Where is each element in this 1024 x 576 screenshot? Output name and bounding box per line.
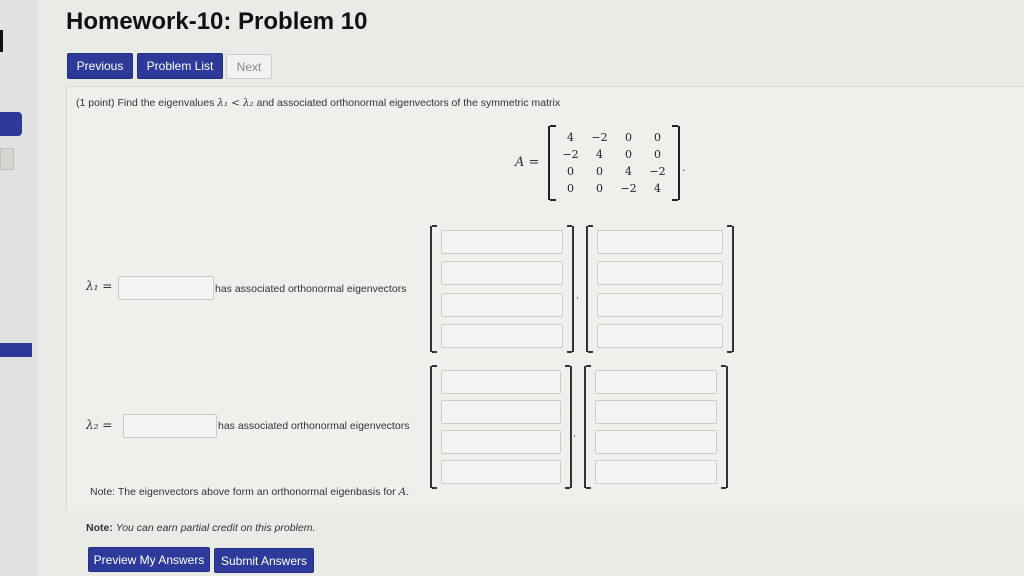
eigenvector-1b-entry-1[interactable]	[597, 230, 723, 254]
lambda2-symbol: λ₂	[242, 97, 254, 109]
eigenbasis-note-var: A	[398, 486, 407, 498]
eigenvector-1b-entry-2[interactable]	[597, 261, 723, 285]
eigenvector-2a-entry-3[interactable]	[441, 430, 561, 454]
eigenvector-2b-entry-2[interactable]	[595, 400, 717, 424]
partial-credit-note	[86, 522, 315, 534]
points-label: (1 point)	[76, 97, 115, 109]
eigenvector-1a-entry-3[interactable]	[441, 293, 563, 317]
next-button[interactable]: Next	[226, 54, 272, 79]
matrix-entry: 0	[567, 165, 574, 178]
preview-answers-button[interactable]: Preview My Answers	[88, 547, 210, 572]
eigenbasis-note	[90, 486, 409, 498]
lambda2-input[interactable]	[123, 414, 217, 438]
eigenvector-2a-entry-2[interactable]	[441, 400, 561, 424]
problem-statement	[76, 97, 560, 109]
matrix-entry: −2	[620, 182, 637, 195]
lambda2-label: λ₂ =	[86, 418, 113, 432]
sidebar-active-item[interactable]	[0, 343, 32, 357]
matrix-entry: 4	[596, 148, 603, 161]
matrix-label: A =	[515, 155, 540, 170]
assoc-text-1: has associated orthonormal eigenvectors	[215, 283, 407, 295]
matrix-entry: −2	[649, 165, 666, 178]
matrix-entry: 0	[625, 148, 632, 161]
statement-text-2: and associated orthonormal eigenvectors of the symmetric matrix	[256, 97, 561, 109]
eigenvector-2a-entry-4[interactable]	[441, 460, 561, 484]
matrix-entry: 0	[625, 131, 632, 144]
eigenvector-2a-entry-1[interactable]	[441, 370, 561, 394]
eigenvector-2b-entry-1[interactable]	[595, 370, 717, 394]
eigenvector-2b-entry-4[interactable]	[595, 460, 717, 484]
matrix-entry: 0	[596, 165, 603, 178]
lambda1-label: λ₁ =	[86, 279, 113, 293]
lambda1-symbol: λ₁	[217, 97, 229, 109]
left-sidebar	[0, 0, 38, 576]
eigenvector-1b-entry-4[interactable]	[597, 324, 723, 348]
matrix-entry: 0	[567, 182, 574, 195]
eigenvector-1b	[586, 226, 734, 352]
matrix-entry: −2	[591, 131, 608, 144]
eigenvector-1a-entry-2[interactable]	[441, 261, 563, 285]
sidebar-marker	[0, 30, 3, 52]
matrix-period: .	[682, 160, 686, 174]
sidebar-item[interactable]	[0, 148, 14, 170]
submit-answers-button[interactable]: Submit Answers	[214, 548, 314, 573]
partial-credit-label: Note:	[86, 522, 113, 534]
matrix-entry: 4	[567, 131, 574, 144]
eigenvector-1b-entry-3[interactable]	[597, 293, 723, 317]
eigenbasis-note-text: Note: The eigenvectors above form an orthonormal eigenbasis for	[90, 486, 396, 498]
statement-text: Find the eigenvalues	[117, 97, 215, 109]
eigenvector-2b-entry-3[interactable]	[595, 430, 717, 454]
matrix-a	[548, 126, 680, 200]
matrix-entry: 0	[654, 148, 661, 161]
matrix-entry: 4	[654, 182, 661, 195]
eigenvector-1a-entry-1[interactable]	[441, 230, 563, 254]
problem-list-button[interactable]: Problem List	[137, 53, 223, 79]
partial-credit-text: You can earn partial credit on this problem.	[115, 522, 316, 534]
matrix-entry: 0	[596, 182, 603, 195]
eigenvector-2b	[584, 366, 728, 488]
eigenbasis-note-suffix: .	[406, 486, 410, 498]
eigenvector-1a	[430, 226, 574, 352]
matrix-entry: 0	[654, 131, 661, 144]
eigenvector-1a-entry-4[interactable]	[441, 324, 563, 348]
previous-button[interactable]: Previous	[67, 53, 133, 79]
sidebar-toggle[interactable]	[0, 112, 22, 136]
lambda1-input[interactable]	[118, 276, 214, 300]
matrix-entry: −2	[562, 148, 579, 161]
matrix-entry: 4	[625, 165, 632, 178]
eigenvector-2a	[430, 366, 572, 488]
less-than-symbol: <	[231, 97, 240, 109]
vector-separator-1: ,	[576, 290, 579, 301]
assoc-text-2: has associated orthonormal eigenvectors	[218, 420, 410, 432]
page-title: Homework-10: Problem 10	[66, 8, 368, 35]
vector-separator-2: ,	[573, 428, 576, 439]
